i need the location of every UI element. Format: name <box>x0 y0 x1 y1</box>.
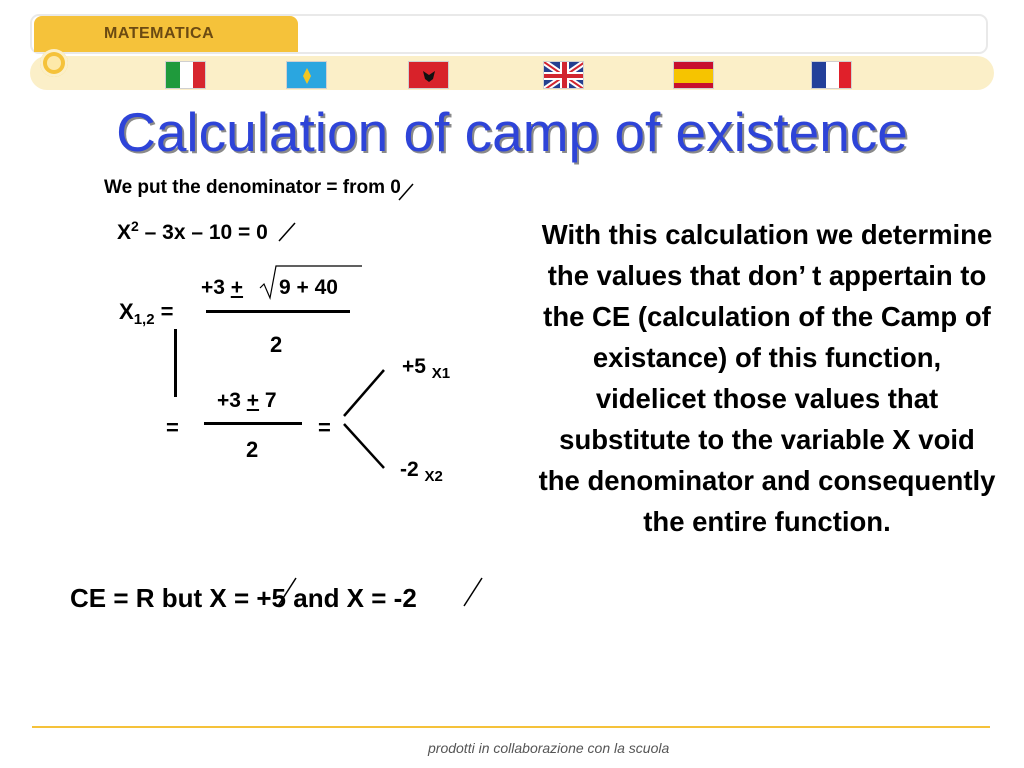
step-text: We put the denominator = from 0 <box>104 177 401 198</box>
formula-x: X <box>119 299 134 324</box>
eq-rest: – 3x – 10 = 0 <box>138 221 268 244</box>
explanation-text: With this calculation we determine the values that don’ t appertain to the CE (calculation of the Camp of existance) of this function, videlicet those values that substitute to the variable X void the denominator and consequently the entire function. <box>538 219 996 537</box>
footer-divider <box>32 726 990 728</box>
sicily-flag-icon[interactable] <box>286 61 327 89</box>
formula-x-subscript: 1,2 <box>133 311 155 328</box>
simplified-denominator: 2 <box>246 437 259 462</box>
formula-equals: = <box>160 299 174 324</box>
albania-flag-icon[interactable] <box>408 61 449 89</box>
fraction-bar <box>204 422 302 425</box>
formula-num-a: +3 <box>201 276 231 299</box>
plus-minus: + <box>230 276 244 299</box>
simplified-numerator <box>217 389 277 413</box>
quadratic-equation <box>117 218 268 245</box>
plus-minus: + <box>246 389 260 412</box>
formula-denominator: 2 <box>270 332 283 357</box>
simplified-num-b: 7 <box>259 389 277 412</box>
slide-title: Calculation of camp of existence <box>116 101 908 163</box>
eq-variable: X <box>117 221 132 244</box>
root-2 <box>400 458 443 485</box>
formula-numerator <box>201 276 243 300</box>
vertical-connector <box>174 329 177 397</box>
spain-flag-icon[interactable] <box>673 61 714 89</box>
france-flag-icon[interactable] <box>811 61 852 89</box>
simplified-equals-2: = <box>318 415 331 440</box>
not-equal-slash <box>275 574 299 608</box>
not-equal-slash <box>396 180 416 202</box>
italy-flag-icon[interactable] <box>165 61 206 89</box>
root-1-value: +5 <box>402 355 426 378</box>
root-2-value: -2 <box>400 458 419 481</box>
root-2-label: X2 <box>424 468 443 485</box>
conclusion: CE = R but X = +5 and X = -2 <box>70 583 417 613</box>
subject-tab-label: MATEMATICA <box>104 25 215 42</box>
simplified-equals-1: = <box>166 415 179 440</box>
home-dot-inner <box>47 56 61 70</box>
root-1 <box>402 355 450 382</box>
footer-text: prodotti in collaborazione con la scuola <box>428 740 670 756</box>
simplified-num-a: +3 <box>217 389 247 412</box>
uk-flag-icon[interactable] <box>543 61 584 89</box>
radicand: 9 + 40 <box>279 276 338 299</box>
eq-exponent: 2 <box>131 218 139 234</box>
fraction-bar <box>206 310 350 313</box>
formula-lhs <box>119 299 174 328</box>
root-1-label: X1 <box>431 365 451 382</box>
not-equal-slash <box>461 574 485 608</box>
branch-lines <box>340 366 390 472</box>
not-equal-slash <box>276 219 298 243</box>
